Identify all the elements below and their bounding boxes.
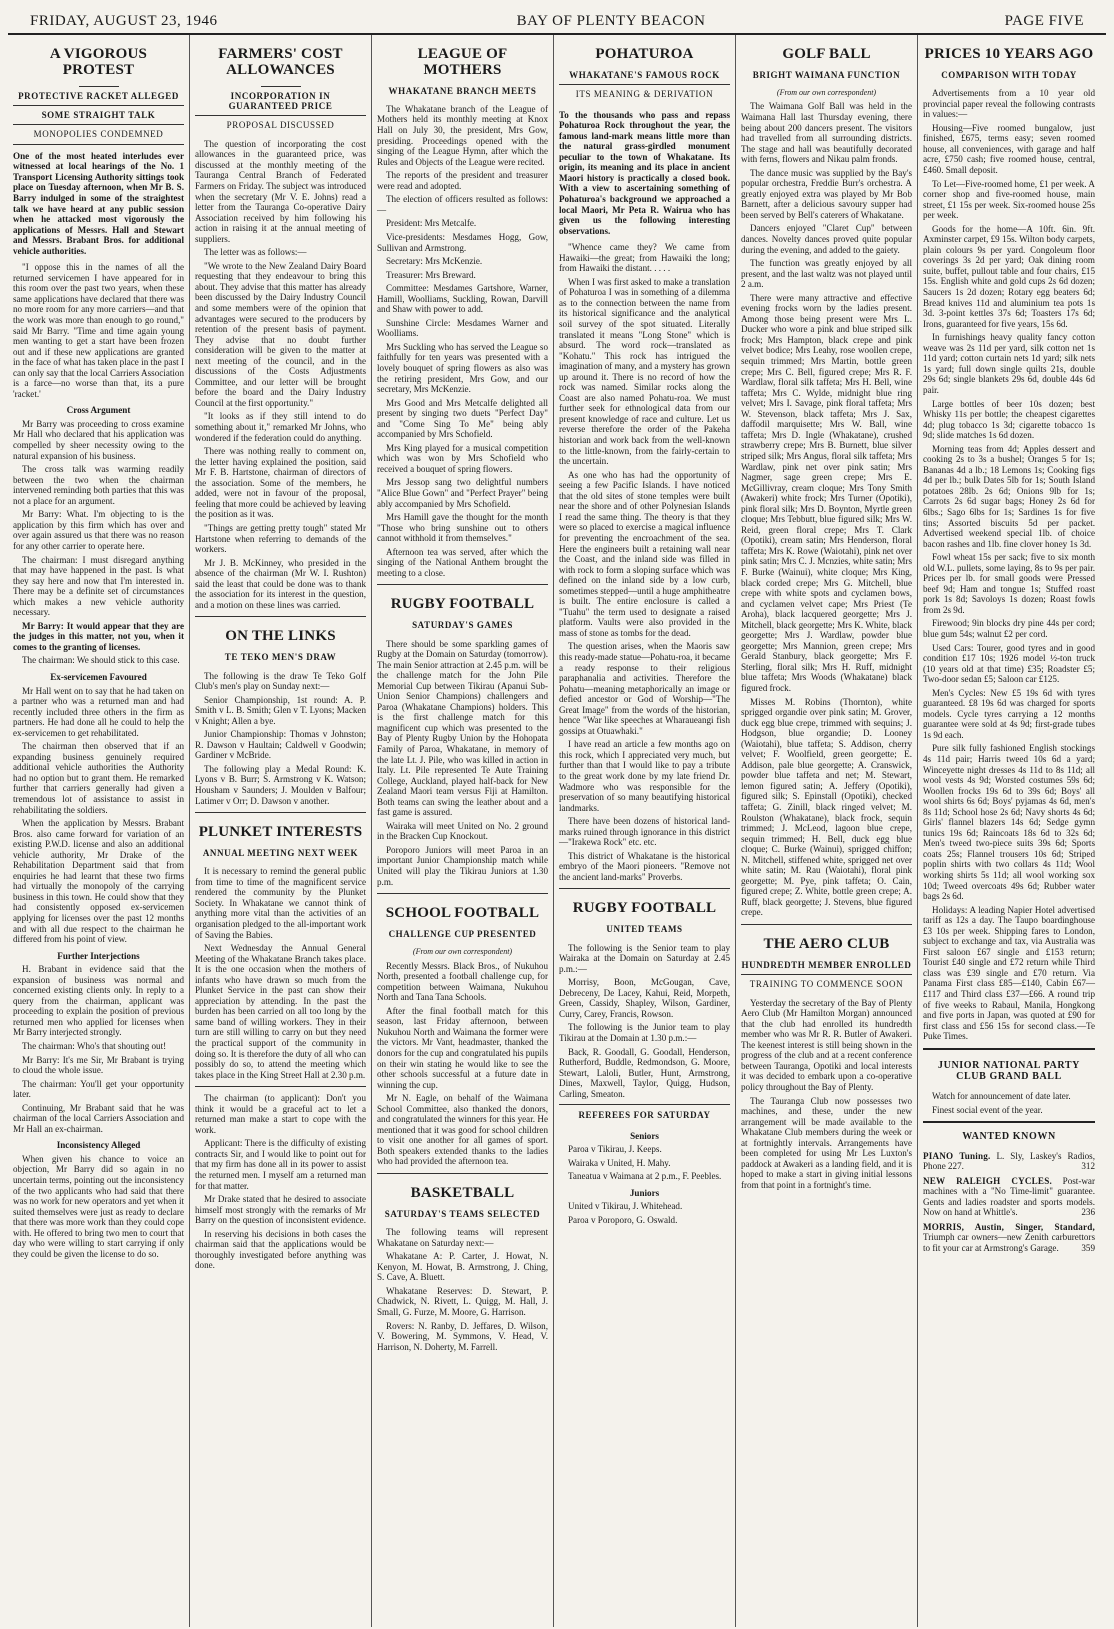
classified-ad: PIANO Tuning. L. Sly, Laskey's Radios, Phone 227. 312 [923,1150,1095,1172]
paragraph: There should be some sparkling games of Rugby at the Domain on Saturday (tomorrow). The main Senior attraction at 2.45 p.m. will be the challenge match for the John Pile Memorial Cup between Tikirau (Apanui Sub-Union Senior Champions) challengers and Paroa (Whakatane Champions) holders. This is the first challenge match for this magnificent cup which was presented to the Bay of Plenty Rugby Union by the Hohopata Family of Paroa, Whakatane, in memory of the late Lt. J. Pile, who was killed in action in Italy. Lt. Pile represented Te Aute Training College, Auckland, played half-back for New Zealand Maori team versus Fiji at Hamilton. Both teams can swing the leather about and a fast game is assured. [377,638,548,818]
paragraph: The reports of the president and treasurer were read and adopted. [377,170,548,191]
column-1 [8,35,190,1627]
paragraph: The chairman then observed that if an expanding business genuinely required additional vehicle authorities the Authority had no option but to grant them. He remarked further that carriers generally had given a tremendous lot of assistance to assist in rehabilitating the soldiers. [13,741,184,815]
paragraph: Next Wednesday the Annual General Meeting of the Whakatane Branch takes place. It is the one occasion when the mothers of infants who have drawn so much from the Plunket Service in the past can show their appreciation by attending. In the past the burden has been carried on all too long by the same band of willing workers. They in their turn are still willing to carry on but they need the practical support of the community in doing so. It is therefore the duty of all who can possibly do so, to attend the meeting which takes place in the King Street Hall at 2.30 p.m. [195,943,366,1080]
headline: POHATUROA [595,46,694,62]
subheading: INCORPORATION IN GUARANTEED PRICE [195,91,366,117]
paper-title: BAY OF PLENTY BEACON [516,13,706,29]
section-heading: Further Interjections [57,950,140,961]
paragraph: Goods for the home—A 10ft. 6in. 9ft. Axminster carpet, £9 15s. Wilton body carpets, plain colours 9s per yard. Congoleum floor coverings 3s 2d per yard; Oak dining room suite, buffet, pullout table and four chairs, £15 15s. English white and gold cups 2s 6d dozen; Saucers 1s 2d dozen; Rotary egg beaters 6d; Bread knives 11d and aluminium tea pots 1s 3d. 3-point kettles 37s 6d; Toasters 17s 6d; Irons, guaranteed for five years, 15s 6d. [923,223,1095,329]
section-heading: Cross Argument [66,405,131,416]
paragraph: There was nothing really to comment on, the letter having explained the position, said Mr F. B. Hartstone, chairman of directors of the association. Some of the members, he added, were not in favour of the proposal, feeling that more could be achieved by leaving the position as it was. [195,446,366,520]
classifieds-heading: WANTED KNOWN [962,1131,1056,1143]
paragraph: Treasurer: Mrs Breward. [386,269,476,280]
paragraph: Rovers: N. Ranby, D. Jeffares, D. Wilson, V. Bowering, M. Symmons, V. Head, V. Harrison, N. Doherty, M. Farrell. [377,1320,548,1352]
paragraph: The question arises, when the Maoris saw this ready-made statue—Pohatu-roa, it became a ready response to their religious paraphanalia and activities. Therefore the Pohatu—meaning metaphorically an image or defied ancestor or God of Worship—"The Great Image" from the words of the historian, hence "War like speeches at Wharaueangi fish gossips at Otuawhaki." [559,641,730,736]
subheading: PROTECTIVE RACKET ALLEGED [13,91,184,106]
headline: GOLF BALL [782,46,871,62]
paragraph: Morning teas from 4d; Apples dessert and cooking 2s to 3s a bushel; Oranges 5 for 1s; Bananas 4d a lb.; 18 Lemons 1s; Cooking figs 4d per lb.; bulk Dates 5lb for 1s; South Island potatoes 28lb. 2s 6d; Onions 9lb for 1s; Carrots 2s 6d sugar bags; Honey 2s 6d for 6lbs.; Sago 6lbs for 1s; Sardines 1s for five tins; Assorted biscuits 5d per packet. Advertised weekend special 1lb. of choice bacon rashes and 1lb. fine clover honey 1s 3d. [923,443,1095,549]
paragraph: The Whakatane branch of the League of Mothers held its monthly meeting at Knox Hall on July 30, the president, Mrs Gow, presiding. Proceedings opened with the singing of the League Hymn, after which the Rules and Objects of the League were recited. [377,103,548,167]
paragraph: Finest social event of the year. [932,1104,1043,1115]
subheading: SATURDAY'S GAMES [412,620,513,631]
paragraph: Dancers enjoyed "Claret Cup" between dances. Novelty dances proved quite popular during the evening, and added to the gaiety. [741,223,912,255]
paragraph: Mr Hall went on to say that he had taken on a partner who was a returned man and had recently included three others in the firm as partners. He had done all he could to help the ex-servicemen to get rehabilitated. [13,685,184,738]
article-rugby-saturday [377,584,548,887]
paragraph: Whakatane A: P. Carter, J. Howat, N. Kenyon, M. Howat, B. Armstrong, J. Ching, S. Cave, A. Bluett. [377,1251,548,1283]
paragraph: There were many attractive and effective evening frocks worn by the ladies present. Among those being present were Mrs L. Ducker who wore a pink and blue striped silk frock; Mrs Hampton, black crepe and pink velvet bodice; Mrs Leahy, rose woollen crepe, sequin trimmed; Mrs Martin, bottle green crepe; Mrs C. Bell, figured crepe; Mrs R. F. Wardlaw, floral silk taffeta; Mrs H. Bell, wine taffeta; Mrs C. Wylde, midnight blue ring velvet; Mrs I. Savage, pink floral taffeta; Mrs W. Stevenson, black taffeta; Mrs J. Sax, daffodil marquisette; Mrs W. Ball, wine taffeta; Mrs D. Ingle (Whakatane), crushed strawberry crepe; Mrs B. Burnett, blue silver striped silk; Mrs Angus, floral silk taffeta; Mrs Wardlaw, pink net over pink satin; Mrs Nagmer, sage green crepe; Mrs E. McGillivray, cream cloque; Mrs Tony Smith (Awakeri) white frock; Mrs Turner (Opotiki), pink floral silk; Mrs D. Boynton, Myrtle green cloque; Mrs Tebbutt, blue figured silk; Mrs W. Reid, green floral crepe; Mrs T. Clark (Opotiki), cream satin; Mrs Henderson, floral taffeta; Mrs K. Rowe (Waiotahi), pink net over pink satin; Mrs C. J. Mcnzies, white satin; Mrs F. Burke (Wainui), white cloque; Mrs King, black corded crepe; Mrs G. Mitchell, blue crepe with white spots and cyclamen bows, and cyclamen velvet cape; Mrs Priest (Te Aroha), black lacquered georgette; Mrs J. Mitchell, black georgette; Mrs K. White, black georgette; Mrs J. Wardlaw, powder blue georgette; Mrs Mannion, green crepe; Mrs Gerald Stanbury, black georgette; Mrs F. Sterling, floral silk; Mrs H. Ruff, midnight blue taffeta; Mrs Woods (Whakatane) black figured frock. [741,292,912,693]
subheading: COMPARISON WITH TODAY [941,69,1077,80]
paragraph: The following play a Medal Round: K. Lyons v B. Burr; S. Armstrong v K. Watson; Housham v Saunders; J. Moulden v Balfour; Latimer v Orr; D. Dawson v another. [195,763,366,806]
paragraph: It is necessary to remind the general public from time to time of the magnificent service rendered the community by the Plunket Society. In Whakatane we cannot think of anything more vital than the activities of an organisation pledged to the all-important work of Saving the Babies. [195,866,366,940]
paragraph: H. Brabant in evidence said that the expansion of business was normal and concerned existing clients only. In reply to a query from the chairman, applicant was proceeding to explain the position of previous returned men who applied for licenses when Mr Barry interjected strongly. [13,964,184,1038]
paragraph: The letter was as follows:— [204,247,307,258]
subheading: ITS MEANING & DERIVATION [575,89,714,100]
subheading: SATURDAY'S TEAMS SELECTED [384,1208,541,1219]
paragraph: Mr Drake stated that he desired to associate himself most strongly with the remarks of Mr Barry on the question of inconsistent evidence. [195,1194,366,1226]
headline: BASKETBALL [410,1184,515,1201]
subheading: ANNUAL MEETING NEXT WEEK [202,847,359,858]
paragraph: When given his chance to voice an objection, Mr Barry did so again in no uncertain terms, pointing out the inconsistency of the two applicants who had said that there was no work for new operators and yet when it suited themselves were just as ready to declare that there was more work than they could cope with. He offered to bring two men to court that day who were willing to start carrying if only they could be given the license to do so. [13,1153,184,1259]
paragraph: The following teams will represent Whakatane on Saturday next:— [377,1227,548,1248]
paragraph: Large bottles of beer 10s dozen; best Whisky 11s per bottle; the cheapest cigarettes 4d; plug tobacco 1s 3d; cigarette tobacco 1s 9d; slide matches 1s 6d dozen. [923,398,1095,441]
subheading: WHAKATANE'S FAMOUS ROCK [559,70,730,85]
column-3 [372,35,554,1627]
paragraph: Used Cars: Tourer, good tyres and in good condition £17 10s; 1926 model ½-ton truck (10 years old at that time) £35; Roadster £5; Two-door sedan £5; Saloon car £125. [923,642,1095,685]
paragraph: The Tauranga Club now possesses two machines, and these, under the new arrangement will be made available to the Whakatane Club members during the week or at fortnightly intervals. Arrangements have been completed for using Mr Les Luxton's paddock at Awakeri as a landing field, and it is hoped to make a start in giving initial lessons from that point in a fortnight's time. [741,1095,912,1190]
paragraph: To Let—Five-roomed home, £1 per week. A corner shop and five-roomed house, main street, £1 15s per week. Six-roomed house 25s per week. [923,178,1095,221]
paragraph: Paroa v Tikirau, J. Keeps. [568,1144,662,1155]
article-farmers-cost [195,47,366,610]
paragraph: "Things are getting pretty tough" stated Mr Hartstone when referring to demands of the workers. [195,522,366,555]
article-rugby-united [559,888,730,1225]
subheading: CHALLENGE CUP PRESENTED [388,928,537,939]
paragraph: The following is the draw Te Teko Golf Club's men's play on Sunday next:— [195,670,366,692]
paragraph: The dance music was supplied by the Bay's popular orchestra, Freddie Burr's orchestra. A greatly enjoyed extra was played by Mr Bob Barnett, after a delicious savoury supper had been served by Bell's caterers of Whakatane. [741,167,912,220]
paragraph: Poroporo Juniors will meet Paroa in an important Junior Championship match while United will play the Tikirau Juniors at 1.30 p.m. [377,844,548,887]
paragraph: "We wrote to the New Zealand Dairy Board requesting that they endeavour to bring this about. They advise that this matter has already been discussed by the Dairy Industry Council and some members were of the opinion that advantages were secured to the producers by retention of the present basis of payment. They advise that no doubt further consideration will be given to the matter at next meeting of the council, and in the discussions of the Costs Adjustments Committee, and our letter will be brought before the board and the Dairy Industry Council at the first opportunity." [195,260,366,408]
headline: PRICES 10 YEARS AGO [924,46,1094,62]
paragraph: Advertisements from a 10 year old provincial paper reveal the following contrasts in values:— [923,88,1095,120]
paragraph: When I was first asked to make a translation of Pohaturoa I was in something of a dilemma as to the connection between the name from its historical significance and the analytical soil survey of the spot situated. Literally translated it means "Long Stone" which is absurd. The word rock—translated as "Kohatu." This rock has intrigued the imagination of many, and a mystery has grown up around it. There is no record of how the rock was named. Similar rocks along the Coast are also named Pohatu-roa. We must further seek for ethnological data from our present knowledge of race and culture. Let us reverse therefore the order of the Pakeha historian and work back from the well-known to the little-known, from the fairly-certain to the uncertain. [559,276,730,467]
byline: (From our own correspondent) [776,88,877,98]
paragraph: President: Mrs Metcalfe. [386,218,477,229]
article-on-the-links [195,616,366,806]
paragraph: The election of officers resulted as follows:— [377,194,548,215]
paragraph: Mrs King played for a musical competition which was won by Mrs Schofield who received a bouquet of spring flowers. [377,442,548,474]
column-6 [918,35,1100,1627]
article-pohaturoa [559,47,730,882]
column-4 [554,35,736,1627]
paragraph: Fowl wheat 15s per sack; five to six month old W.L. pullets, some laying, 8s to 9s per pair. Prices per lb. for small goods were Pressed beef 9d; Ham and tongue 1s; Stuffed roast pork 1s 8d; Savoloys 1s dozen; Roast fowls from 2s 9d. [923,552,1095,615]
paragraph: Sunshine Circle: Mesdames Warner and Woolliams. [377,317,548,339]
paragraph: Afternoon tea was served, after which the singing of the National Anthem brought the meeting to a close. [377,546,548,578]
paragraph: Recently Messrs. Black Bros., of Nukuhou North, presented a football challenge cup, for competition between Waimana, Nukuhou North and Tana Tana Schools. [377,960,548,1003]
subheading: TRAINING TO COMMENCE SOON [749,979,904,990]
subheading: PROPOSAL DISCUSSED [226,120,335,131]
headline: RUGBY FOOTBALL [572,900,717,917]
section-heading: Seniors [630,1130,659,1141]
subheading: HUNDREDTH MEMBER ENROLLED [741,960,912,975]
headline: RUGBY FOOTBALL [390,596,535,613]
paragraph: Mr N. Eagle, on behalf of the Waimana School Committee, also thanked the donors, and congratulated the winners for this year. He mentioned that it was good for school children to visit one another for all games of sport. Both speakers extended thanks to the ladies who had provided the afternoon tea. [377,1093,548,1167]
paragraph: Committee: Mesdames Gartshore, Warner, Hamill, Woolliams, Suckling, Rowan, Darvill and Shaw with power to add. [377,283,548,315]
paragraph: Mrs Jessop sang two delightful numbers "Alice Blue Gown" and "Perfect Prayer" being ably accompanied by Mrs Schofield. [377,477,548,509]
paragraph: The chairman (to applicant): Don't you think it would be a graceful act to let a returned man make a start to cope with the work. [195,1093,366,1135]
paragraph: The Waimana Golf Ball was held in the Waimana Hall last Thursday evening, there being about 200 dancers present. The visitors had travelled from all surrounding districts. The stage and hall was beautifully decorated with ferns, flowers and Nikau palm fronds. [741,101,912,165]
subheading: WHAKATANE BRANCH MEETS [388,85,537,96]
paragraph: The chairman: I must disregard anything that may have happened in the past. Is what they say here and now that I'm interested in. There may be a definite set of circumstances which makes a new vehicle authority necessary. [13,554,184,618]
subheading: MONOPOLIES CONDEMNED [13,129,184,144]
column-5 [736,35,918,1627]
notice-grand-ball [923,1048,1095,1115]
lede: One of the most heated interludes ever witnessed at local hearings of the No. 1 Transport Licensing Authority sittings took place on Tuesday afternoon, when Mr B. S. Barry indulged in some of the straightest talk we have heard at any public session when he attacked most vigorously the applications of Messrs. Hall and Stewart and Messrs. Brabant Bros. for additional vehicle authorities. [13,150,184,256]
classified-ad: NEW RALEIGH CYCLES. Post-war machines with a "No Time-limit" guarantee. Gents and ladies roadster and sports models. Now on hand at Whittle's. 236 [923,1175,1095,1218]
paragraph: Men's Cycles: New £5 19s 6d with tyres guaranteed. £8 19s 6d was charged for sports models. Cycle tyres carrying a 12 months guarantee were sold at 4s 9d; first-grade tubes 1s 9d each. [923,687,1095,740]
headline: ON THE LINKS [225,628,336,645]
paragraph: Mr Barry was proceeding to cross examine Mr Hall who declared that his application was compelled by sheer necessity owing to the natural expansion of his business. [13,418,184,461]
article-vigorous-protest [13,47,184,1259]
paragraph: As one who has had the opportunity of seeing a few Pacific Islands. I have noticed that the old sites of stone temples were built near the shore and of other Polynesian Islands I read the same thing. The theory is that they were so placed to exercise a magical influence for preventing the encroachment of the sea. Here the engineers built a retaining wall near the Coast, and the inland side was filled in with rock to form a sloping surface which was defined on the inland side by a low curb, sometimes stepped—until a huge amphitheatre is built. The entire enclosure is called a "Tuahu" the term used to designate a raised platform. Vaults were also provided in the mass of stone as tombs for the dead. [559,469,730,638]
paragraph: Watch for announcement of date later. [932,1090,1071,1101]
paragraph: Vice-presidents: Mesdames Hogg, Gow, Sullivan and Armstrong. [377,231,548,253]
paragraph: The following is the Senior team to play Wairaka at the Domain on Saturday at 2.45 p.m.:— [559,942,730,974]
paragraph: Yesterday the secretary of the Bay of Plenty Aero Club (Mr Hamilton Morgan) announced that the club had enrolled its hundredth member who was Mr R. R. Butler of Awakeri. The keenest interest is still being shown in the progress of the club and at a recent conference between Tauranga, Opotiki and local interests it was decided to embark upon a co-operative policy throughout the Bay of Plenty. [741,997,912,1093]
section-heading: Ex-servicemen Favoured [50,671,147,682]
classifieds [923,1121,1095,1254]
subheading: BRIGHT WAIMANA FUNCTION [752,69,901,80]
paragraph: Whakatane Reserves: D. Stewart, P. Chadwick, N. Rivett, L. Quigg, M. Hall, J. Small, G. Furze, M. Moore, G. Harrison. [377,1285,548,1317]
paragraph: In reserving his decisions in both cases the chairman said that the applications would be thoroughly investigated before anything was done. [195,1228,366,1271]
article-school-football [377,893,548,1167]
paragraph: The following is the Junior team to play Tikirau at the Domain at 1.30 p.m.:— [559,1022,730,1044]
article-protest-continued [195,1086,366,1271]
paragraph: The cross talk was warming readily between the two when the chairman intervened reminding both parties that this was not a place for an argument. [13,464,184,506]
section-heading: Juniors [629,1187,660,1198]
paragraph: Continuing, Mr Brabant said that he was chairman of the local Carriers Association and Mr Hall an ex-chairman. [13,1102,184,1134]
paragraph: Senior Championship, 1st round: A. P. Smith v L. B. Smith; Glen v T. Lyons; Macken v Knight; Allen a bye. [195,694,366,726]
paragraph: Mrs Good and Mrs Metcalfe delighted all present by singing two duets "Perfect Day" and "Come Sing To Me" being ably accompanied by Mrs Schofield. [377,397,548,440]
paragraph: This district of Whakatane is the historical embryo of the Maori pioneers. "Remove not the ancient land-marks" Proverbs. [559,850,730,882]
page-number: PAGE FIVE [1004,13,1084,29]
paragraph: Mrs Suckling who has served the League so faithfully for ten years was presented with a lovely bouquet of spring flowers as also was the retiring president, Mrs Gow, and our secretary, Mrs McKenzie. [377,341,548,395]
article-prices-10-years-ago [923,47,1095,1042]
headline: FARMERS' COST ALLOWANCES [218,46,343,78]
headline: PLUNKET INTERESTS [198,824,363,841]
paragraph: Mr Barry: What. I'm objecting to is the application by this firm which has over and over again assured us that there was no reason for any other carrier to operate here. [13,509,184,551]
paragraph: After the final football match for this season, last Friday afternoon, between Nukuhou North and Waimana the former were the victors. Mr Vant, headmaster, thanked the donors for the cup and congratulated his pupils on their win stating he would like to see the other schools successful at a future date in winning the cup. [377,1005,548,1090]
column-2 [190,35,372,1627]
paragraph: Pure silk fully fashioned English stockings 4s 11d pair; Harris tweed 10s 6d a yard; Winceyette night dresses 4s 11d to 8s 11d; all wool vests 4s 9d; Worsted costumes 59s 6d; Woollen frocks 19s 6d to 39s 6d; Boys' all wool shirts 6s 6d; Boys' pyjamas 4s 6d, men's 8s 11d; School hose 2s 6d; Navy shorts 4s 6d; Girls' flannel blazers 14s 6d; Sedge gymn tunics 19s 6d; Raincoats 18s 6d to 32s 6d; Men's tweed two-piece suits 39s 6d; Sports coats 25s; Flannel trousers 10s 6d; Striped poplin shirts with two collars 4s 11d; Wool working shirts 5s 11d; all wool working sox 10d; Tweed overcoats 49s 6d; Rubber water bags 2s 6d. [923,743,1095,902]
paragraph: The chairman: We should stick to this case. [22,655,180,666]
paragraph: Junior Championship: Thomas v Johnston; R. Dawson v Haultain; Caldwell v Goodwin; Gardiner v McBride. [195,729,366,761]
paragraph: Misses M. Robins (Thornton), white sprigged organdie over pink satin; M. Grover, duck egg blue crepe, trimmed with sequins; J. Hodgson, blue organdie; D. Looney (Waiotahi), blue taffeta; S. Addison, cherry velvet; F. Woolfield, green georgette; E. Addison, pale blue georgette; A. Cranswick, powder blue taffeta and net; M. Stewart, lemon figured satin; A. Jeffery (Opotiki), figured silk; S. Epinstall (Opotiki), checked taffeta; G. Zinill, black ringed velvet; M. Roulston (Whakatane), black frock, sequin trimmed; J. McLeod, lagoon blue crepe, sequin trimmed; H. Bell, duck egg blue cloque; C. Burke (Wainui), sprigged chiffon; N. Mitchell, stiffened white, sprigged net over white satin; M. Rau (Waiotahi), floral pink georgette; M. Pye, pink taffeta; O. Cain, figured crepe; Z. White, bottle green crepe; A. Ruff, black georgette; J. Stevens, blue figured crepe. [741,696,912,918]
classified-ad: MORRIS, Austin, Singer, Standard, Triumph car owners—new Zenith carburettors to fit your car at Armstrong's Garage. 359 [923,1221,1095,1254]
paragraph: Mrs Hamill gave the thought for the month "Those who bring sunshine out to others cannot withhold it from themselves." [377,512,548,544]
masthead [8,6,1106,35]
paragraph: Paroa v Poroporo, G. Oswald. [568,1215,678,1226]
paragraph: Secretary: Mrs McKenzie. [386,256,483,267]
paragraph: Mr Barry: It would appear that they are the judges in this matter, not you, when it comes to the granting of licenses. [13,620,184,652]
paragraph: When the application by Messrs. Brabant Bros. also came forward for variation of an existing P.W.D. license and also an additional vehicle authority, Mr Drake of the Rehabilitation Department said that from enquiries he had learnt that these two firms had virtually the monopoly of the carrying business in this town. He could show that they had consistently opposed ex-servicemen applying for licenses over the past 12 months and with all due respect to the chairman he differed from his point of view. [13,818,184,945]
paragraph: The question of incorporating the cost allowances in the guaranteed price, was discussed at the monthly meeting of the Tauranga Central Branch of Federated Farmers on Friday. The subject was introduced when the secretary (Mr V. E. Johns) read a letter from the Tauranga Co-operative Dairy Association received by him following his action in raising it at the annual meeting of suppliers. [195,138,366,244]
paragraph: The function was greatly enjoyed by all present, and the last waltz was not played until 2 a.m. [741,258,912,290]
subheading: UNITED TEAMS [606,924,683,935]
headline: SCHOOL FOOTBALL [385,905,540,922]
article-golf-ball [741,47,912,918]
columns [8,35,1106,1627]
paragraph: "I oppose this in the names of all the returned servicemen I have appeared for in this room over the past two years, when these same applications have declared that there was no more room for any more carriers—and that the work was more than enough to go round," said Mr Barry. "Time and time again young men wanting to get a start have been frozen out and if these new applications are granted in the face of what has taken place in the past I can only say that the local Carriers Association is a farce—no worse than that, its a pure 'racket.' [13,262,184,399]
section-heading: Inconsistency Alleged [56,1140,141,1151]
paragraph: "It looks as if they still intend to do something about it," remarked Mr Johns, who wondered if the federation could do anything. [195,411,366,443]
paragraph: Firewood; 9in blocks dry pine 44s per cord; blue gum 54s; walnut £2 per cord. [923,618,1095,639]
paragraph: Holidays: A leading Napier Hotel advertised tariff as 12s a day. The Taupo boardinghouse £3 10s per week. Shipping fares to London, subject to exchange and tax, via Australia was First saloon £67 single and £153 return; Tourist £40 single and £72 return while Third class was £39 single and £70 return. Via Panama First class £85—£140, Cabin £67—£117 and Third class £37—£66. A round trip of five weeks to Rabaul, Manila, Hongkong and five ports in Japan, was quoted at £90 for first class and £56 15s for second class.—Te Puke Times. [923,904,1095,1042]
issue-date: FRIDAY, AUGUST 23, 1946 [30,13,218,29]
paragraph: Housing—Five roomed bungalow, just finished, £675, terms easy; seven roomed house, all conveniences, with garage and half acre, £750 cash; five roomed house, central, £460. Small deposit. [923,122,1095,176]
subheading: TE TEKO MEN'S DRAW [224,652,337,663]
headline: THE AERO CLUB [763,936,890,953]
article-league-of-mothers [377,47,548,578]
subheading: REFEREES FOR SATURDAY [559,1104,730,1124]
paragraph: I have read an article a few months ago on this rock, which I appreciated very much, but further than that I would like to pay a tribute to the great work done by my late friend Dr. Wadmore who was responsible for the preservation of so many beautifying historical landmarks. [559,739,730,813]
headline: A VIGOROUS PROTEST [49,46,148,78]
paragraph: United v Tikirau, J. Whitehead. [568,1201,683,1212]
paragraph: "Whence came they? We came from Hawaiki—the great; from Hawaiki the long; from Hawaiki the distant. . . . . [559,242,730,274]
notice-heading: JUNIOR NATIONAL PARTY CLUB GRAND BALL [938,1059,1080,1083]
byline: (From our own correspondent) [412,947,513,957]
headline: LEAGUE OF MOTHERS [417,46,508,78]
paragraph: Taneatua v Waimana at 2 p.m., F. Peebles. [568,1171,722,1182]
paragraph: Mr J. B. McKinney, who presided in the absence of the chairman (Mr W. I. Rushton) said the least that could be done was to thank the association for its interest in the question, and a motion on these lines was carried. [195,557,366,610]
paragraph: The chairman: You'll get your opportunity later. [13,1078,184,1100]
paragraph: Back, R. Goodall, G. Goodall, Henderson, Rutherford, Buddle, Redmondson, G. Moore, Stewart, Laloli, Butler, Hunt, Armstrong, Dines, Maxwell, Taylor, Quigg, Hudson, Carling, Smeaton. [559,1046,730,1099]
paragraph: Applicant: There is the difficulty of existing contracts Sir, and I would like to point out for that my firm has done all in its power to assist the returned men. I myself am a returned man for that matter. [195,1138,366,1191]
paragraph: There have been dozens of historical land-marks ruined through ignorance in this district—"Irakewa Rock" etc. etc. [559,816,730,848]
paragraph: Wairaka v United, H. Mahy. [568,1157,671,1168]
article-basketball [377,1173,548,1352]
paragraph: The chairman: Who's that shouting out! [22,1041,167,1052]
paragraph: Wairaka will meet United on No. 2 ground in the Bracken Cup Knockout. [377,820,548,842]
article-plunket [195,812,366,1080]
paragraph: Morrisy, Boon, McGougan, Cave, Debreceny, De Lacey, Kahui, Reid, Morpeth, Green, Cassidy, Shapley, Wilson, Gardiner, Curry, Carey, Francis, Rowson. [559,977,730,1019]
lede: To the thousands who pass and repass Pohaturoa Rock throughout the year, the famous land-mark means little more than the natural grass-girdled monument peculiar to the town of Whakatane. Its origin, its meaning and its place in ancient Maori history is practically a closed book. With a view to ascertaining something of Pohaturoa's background we approached a local Maori, Mr Peta R. Wairua who has given us the following interesting observations. [559,109,730,236]
paragraph: Mr Barry: It's me Sir, Mr Brabant is trying to cloud the whole issue. [13,1054,184,1076]
paragraph: In furnishings heavy quality fancy cotton weave was 2s 11d per yard, silk cotton net 1s 11d yard; cotton curtain nets 1d yard; silk nets 1s yard; full down single quilts 21s, double 29s 6d; single blankets 29s 6d, double 44s 6d pair. [923,332,1095,395]
article-aero-club [741,924,912,1190]
subheading: SOME STRAIGHT TALK [13,110,184,125]
